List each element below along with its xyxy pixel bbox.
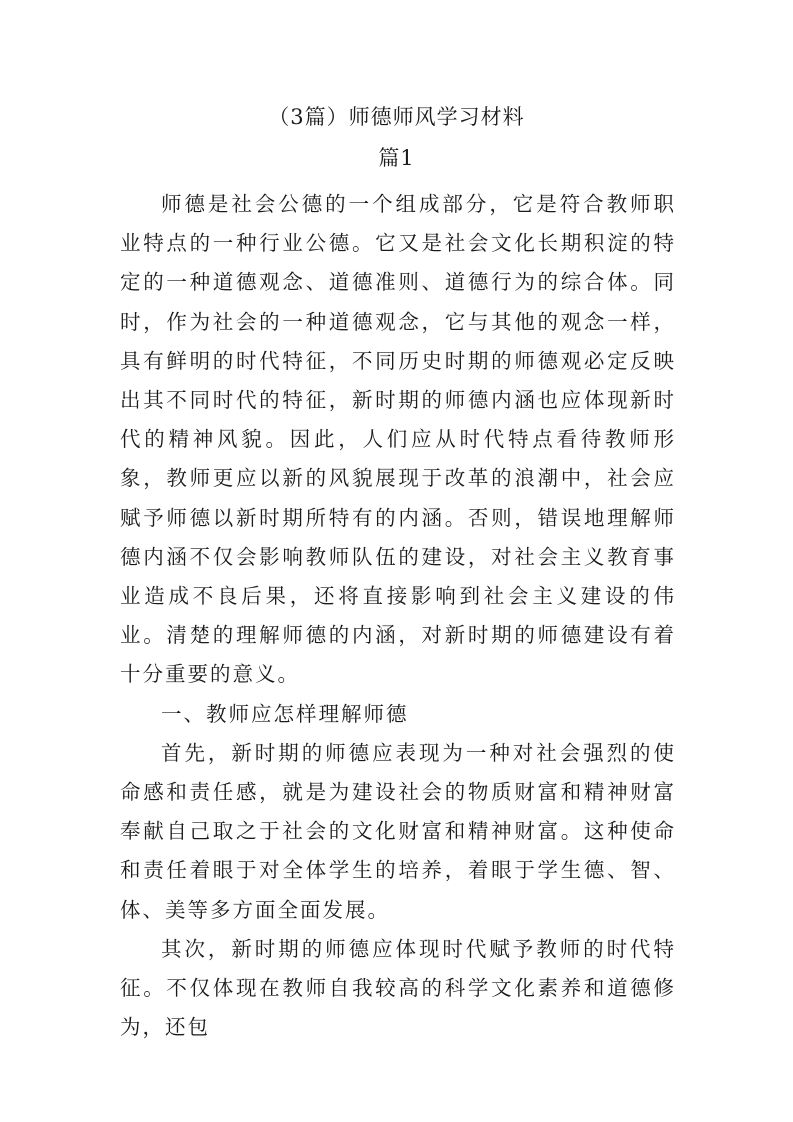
document-title: （3篇）师德师风学习材料 bbox=[268, 105, 525, 129]
paragraph-first: 首先，新时期的师德应表现为一种对社会强烈的使命感和责任感，就是为建设社会的物质财富和精神财富奉献自己取之于社会的文化财富和精神财富。这种使命和责任着眼于对全体学生的培养，着眼于学生德、智、体、美等多方面全面发展。 bbox=[120, 740, 676, 922]
document-body bbox=[120, 185, 676, 1047]
paragraph-second: 其次，新时期的师德应体现时代赋予教师的时代特征。不仅体现在教师自我较高的科学文化素养和道德修为，还包 bbox=[120, 936, 676, 1040]
section-subtitle: 篇1 bbox=[378, 146, 415, 170]
paragraph-intro: 师德是社会公德的一个组成部分，它是符合教师职业特点的一种行业公德。它又是社会文化长期积淀的特定的一种道德观念、道德准则、道德行为的综合体。同时，作为社会的一种道德观念，它与其他的观念一样，具有鲜明的时代特征，不同历史时期的师德观必定反映出其不同时代的特征，新时期的师德内涵也应体现新时代的精神风貌。因此，人们应从时代特点看待教师形象，教师更应以新的风貌展现于改革的浪潮中，社会应赋予师德以新时期所特有的内涵。否则，错误地理解师德内涵不仅会影响教师队伍的建设，对社会主义教育事业造成不良后果，还将直接影响到社会主义建设的伟业。清楚的理解师德的内涵，对新时期的师德建设有着十分重要的意义。 bbox=[120, 192, 676, 687]
section-heading-1: 一、教师应怎样理解师德 bbox=[161, 701, 409, 726]
